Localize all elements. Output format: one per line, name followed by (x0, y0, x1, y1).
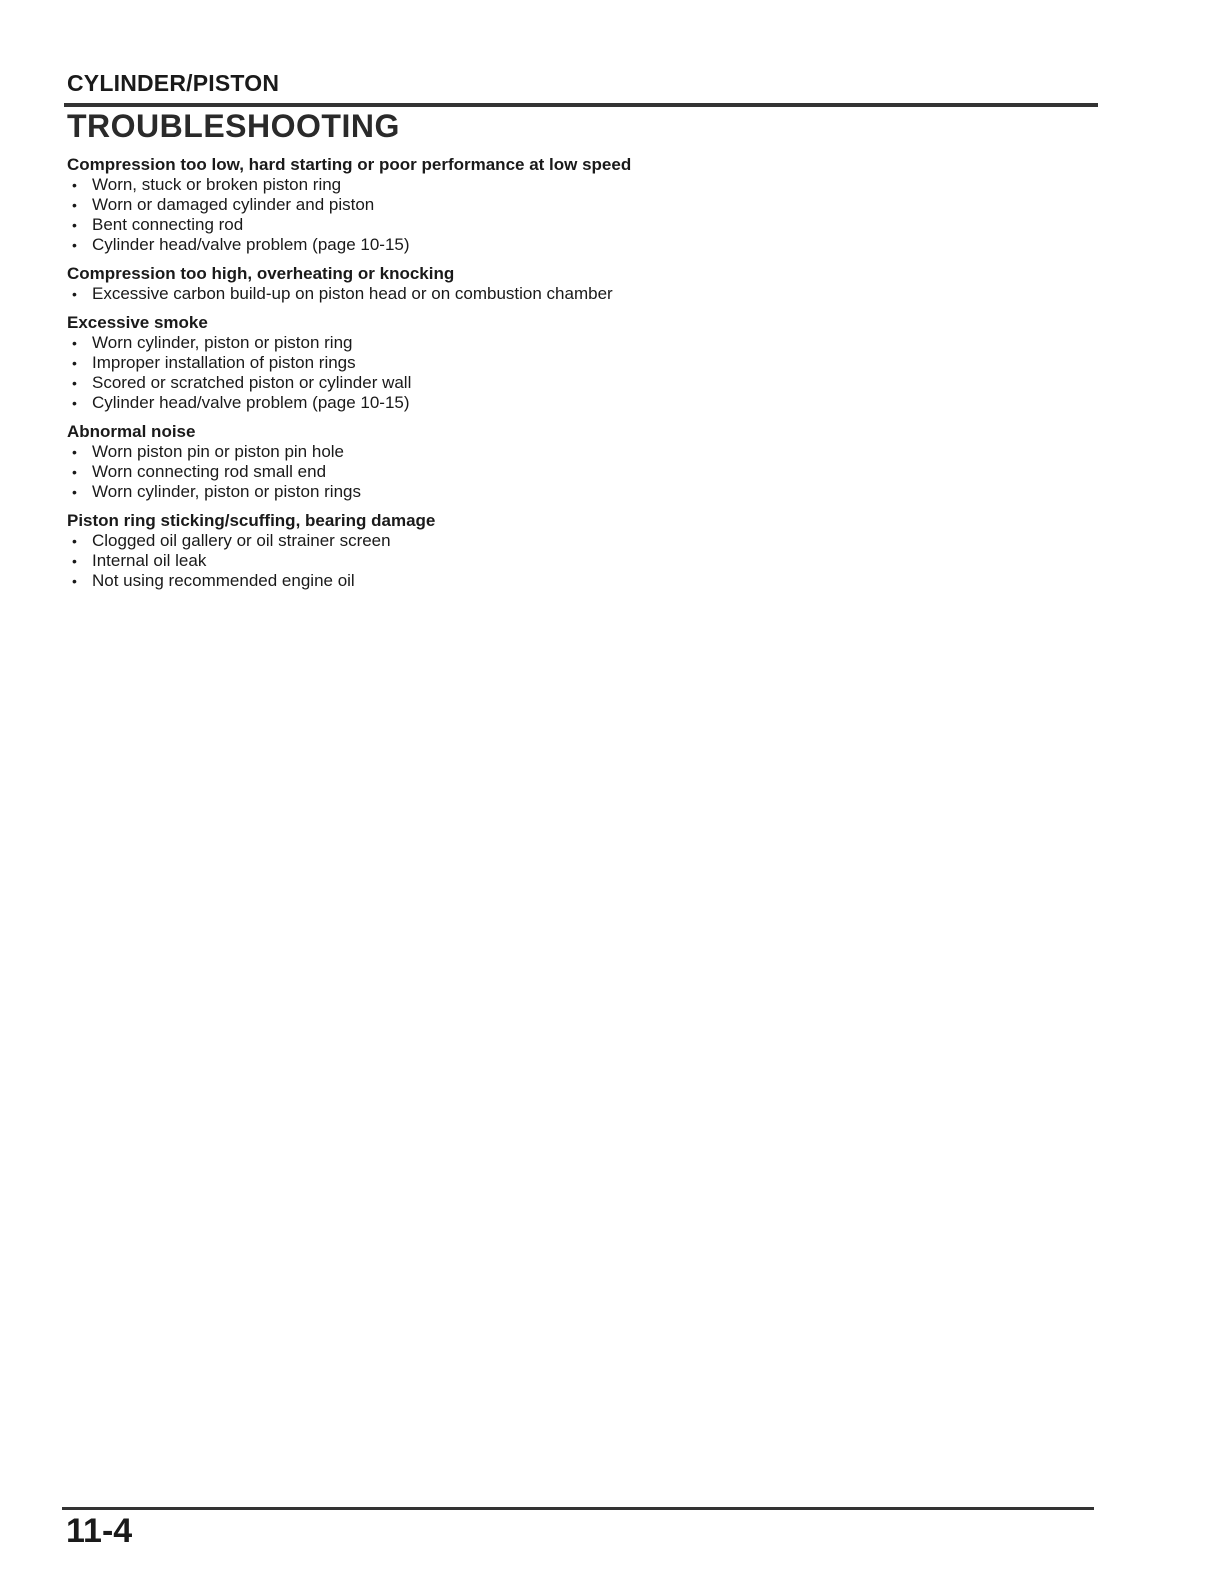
item-text: Excessive carbon build-up on piston head or on combustion chamber (92, 284, 613, 303)
item-text: Clogged oil gallery or oil strainer screen (92, 531, 391, 550)
cause-list (67, 175, 967, 255)
bullet-icon: • (72, 573, 77, 589)
header-rule (64, 103, 1098, 107)
item-text: Scored or scratched piston or cylinder wall (92, 373, 412, 392)
list-item (67, 353, 967, 373)
troubleshooting-group (67, 264, 967, 304)
page-number: 11-4 (66, 1512, 133, 1550)
bullet-icon: • (72, 484, 77, 500)
bullet-icon: • (72, 553, 77, 569)
item-text: Cylinder head/valve problem (page 10-15) (92, 393, 410, 412)
troubleshooting-group (67, 313, 967, 413)
cause-list (67, 531, 967, 591)
bullet-icon: • (72, 217, 77, 233)
bullet-icon: • (72, 395, 77, 411)
list-item (67, 551, 967, 571)
list-item (67, 442, 967, 462)
troubleshooting-content (67, 155, 967, 600)
item-text: Internal oil leak (92, 551, 207, 570)
chapter-header: CYLINDER/PISTON (67, 70, 280, 96)
group-title: Abnormal noise (67, 422, 196, 441)
list-item (67, 195, 967, 215)
item-text: Not using recommended engine oil (92, 571, 355, 590)
cause-list (67, 333, 967, 413)
list-item (67, 235, 967, 255)
group-title: Excessive smoke (67, 313, 208, 332)
troubleshooting-group (67, 422, 967, 502)
item-text: Worn or damaged cylinder and piston (92, 195, 375, 214)
cause-list (67, 442, 967, 502)
list-item (67, 284, 967, 304)
bullet-icon: • (72, 286, 77, 302)
list-item (67, 333, 967, 353)
group-title: Compression too high, overheating or knocking (67, 264, 455, 283)
bullet-icon: • (72, 335, 77, 351)
group-title: Piston ring sticking/scuffing, bearing damage (67, 511, 436, 530)
item-text: Worn cylinder, piston or piston ring (92, 333, 353, 352)
list-item (67, 571, 967, 591)
bullet-icon: • (72, 375, 77, 391)
item-text: Worn cylinder, piston or piston rings (92, 482, 361, 501)
list-item (67, 373, 967, 393)
bullet-icon: • (72, 177, 77, 193)
item-text: Worn, stuck or broken piston ring (92, 175, 342, 194)
section-title: TROUBLESHOOTING (67, 108, 400, 144)
list-item (67, 393, 967, 413)
bullet-icon: • (72, 197, 77, 213)
bullet-icon: • (72, 533, 77, 549)
troubleshooting-group (67, 511, 967, 591)
item-text: Worn piston pin or piston pin hole (92, 442, 345, 461)
bullet-icon: • (72, 464, 77, 480)
list-item (67, 462, 967, 482)
bullet-icon: • (72, 237, 77, 253)
troubleshooting-group (67, 155, 967, 255)
group-title: Compression too low, hard starting or poor performance at low speed (67, 155, 632, 174)
item-text: Cylinder head/valve problem (page 10-15) (92, 235, 410, 254)
footer-rule (62, 1507, 1094, 1510)
item-text: Bent connecting rod (92, 215, 244, 234)
list-item (67, 215, 967, 235)
list-item (67, 175, 967, 195)
item-text: Worn connecting rod small end (92, 462, 327, 481)
item-text: Improper installation of piston rings (92, 353, 356, 372)
cause-list (67, 284, 967, 304)
bullet-icon: • (72, 444, 77, 460)
bullet-icon: • (72, 355, 77, 371)
list-item (67, 482, 967, 502)
list-item (67, 531, 967, 551)
